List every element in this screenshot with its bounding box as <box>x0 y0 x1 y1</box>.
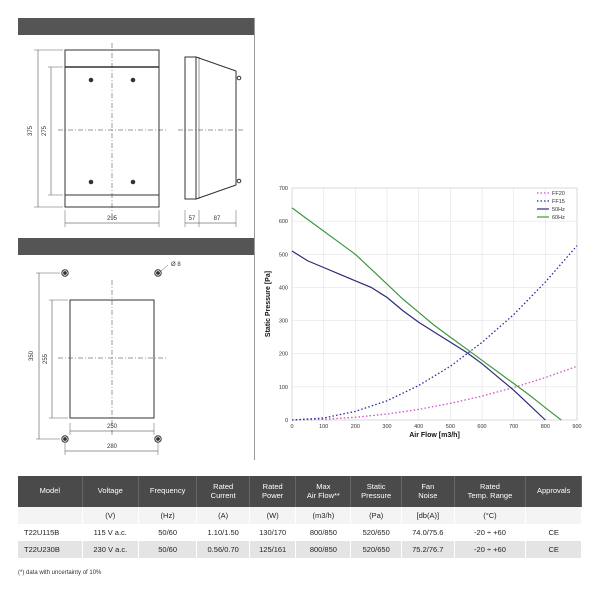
table-cell: CE <box>526 524 582 541</box>
x-tick-label: 300 <box>382 424 392 430</box>
y-tick-label: 600 <box>278 219 288 226</box>
col-header: Voltage <box>82 476 138 507</box>
unit-cell: (A) <box>197 507 250 524</box>
col-header: Frequency <box>138 476 197 507</box>
col-header: Fan Noise <box>402 476 455 507</box>
plot-area <box>292 188 577 420</box>
col-header: Rated Power <box>249 476 296 507</box>
performance-chart <box>262 178 592 448</box>
legend-label: FF15 <box>552 199 565 205</box>
front-view <box>34 43 168 227</box>
y-tick-label: 400 <box>278 285 288 292</box>
table-cell: 74.0/75.6 <box>402 524 455 541</box>
col-header: Static Pressure <box>351 476 402 507</box>
unit-cell: (m3/h) <box>296 507 351 524</box>
performance-chart-svg <box>262 178 592 448</box>
x-tick-label: 900 <box>572 424 582 430</box>
dim-height-outer: 375 <box>28 125 34 137</box>
unit-cell <box>526 507 582 524</box>
y-axis-label: Static Pressure [Pa] <box>265 270 272 338</box>
col-header: Approvals <box>526 476 582 507</box>
unit-cell: (W) <box>249 507 296 524</box>
col-header: Max Air Flow** <box>296 476 351 507</box>
unit-cell: (Pa) <box>351 507 402 524</box>
table-row <box>18 524 582 541</box>
unit-cell: (°C) <box>454 507 526 524</box>
table-cell: 800/850 <box>296 524 351 541</box>
col-header: Rated Current <box>197 476 250 507</box>
dim-depth-a: 57 <box>188 216 196 222</box>
model-cell: T22U115B <box>18 524 82 541</box>
table-cell: 230 V a.c. <box>82 541 138 558</box>
y-tick-label: 700 <box>278 186 288 192</box>
dim-cutout-height-inner: 255 <box>43 353 49 365</box>
x-tick-label: 200 <box>350 424 360 430</box>
col-header: Rated Temp. Range <box>454 476 526 507</box>
specs-header-row <box>18 476 582 507</box>
drawing-frame-divider-top <box>254 18 255 238</box>
x-tick-label: 600 <box>477 424 487 430</box>
x-tick-label: 700 <box>509 424 519 430</box>
x-tick-label: 800 <box>540 424 550 430</box>
dim-cutout-width-inner: 250 <box>106 424 118 430</box>
y-tick-label: 200 <box>278 351 288 358</box>
table-cell: 125/161 <box>249 541 296 558</box>
dim-width: 295 <box>106 216 118 222</box>
legend-label: 60Hz <box>552 215 565 221</box>
table-cell: 800/850 <box>296 541 351 558</box>
dim-hole: Ø 8 <box>171 262 181 268</box>
table-cell: 115 V a.c. <box>82 524 138 541</box>
table-cell: -20 ÷ +60 <box>454 541 526 558</box>
dim-cutout-width-outer: 280 <box>106 444 118 450</box>
table-cell: CE <box>526 541 582 558</box>
y-tick-label: 100 <box>278 384 288 391</box>
table-cell: 520/650 <box>351 541 402 558</box>
table-cell: 520/650 <box>351 524 402 541</box>
table-cell: 0.56/0.70 <box>197 541 250 558</box>
y-tick-label: 500 <box>278 252 288 259</box>
x-axis-label: Air Flow [m3/h] <box>409 432 460 439</box>
table-cell: 1.10/1.50 <box>197 524 250 541</box>
units-row <box>18 507 582 524</box>
footnote: (*) data with uncertainty of 10% <box>18 570 102 576</box>
table-cell: 50/60 <box>138 524 197 541</box>
drawing-frame-divider-bottom <box>254 238 255 460</box>
table-cell: 75.2/76.7 <box>402 541 455 558</box>
unit-cell: [db(A)] <box>402 507 455 524</box>
y-tick-label: 300 <box>278 318 288 325</box>
dim-depth-b: 87 <box>213 216 221 222</box>
specs-table <box>18 476 582 558</box>
table-cell: -20 ÷ +60 <box>454 524 526 541</box>
table-cell: 130/170 <box>249 524 296 541</box>
unit-cell <box>18 507 82 524</box>
technical-drawings <box>18 35 254 460</box>
unit-cell: (Hz) <box>138 507 197 524</box>
dim-cutout-height-outer: 350 <box>29 350 35 362</box>
legend-label: 50Hz <box>552 207 565 213</box>
dim-height-inner: 275 <box>42 125 48 137</box>
table-row <box>18 541 582 558</box>
table-cell: 50/60 <box>138 541 197 558</box>
y-tick-label: 0 <box>284 418 288 424</box>
cutout-view <box>36 265 168 455</box>
x-tick-label: 400 <box>414 424 424 430</box>
x-tick-label: 500 <box>445 424 455 430</box>
side-view <box>178 57 244 227</box>
col-header: Model <box>18 476 82 507</box>
x-tick-label: 0 <box>290 424 294 430</box>
legend-label: FF20 <box>552 191 565 197</box>
x-tick-label: 100 <box>319 424 329 430</box>
model-cell: T22U230B <box>18 541 82 558</box>
unit-cell: (V) <box>82 507 138 524</box>
top-drawing-title-bar <box>18 18 254 35</box>
